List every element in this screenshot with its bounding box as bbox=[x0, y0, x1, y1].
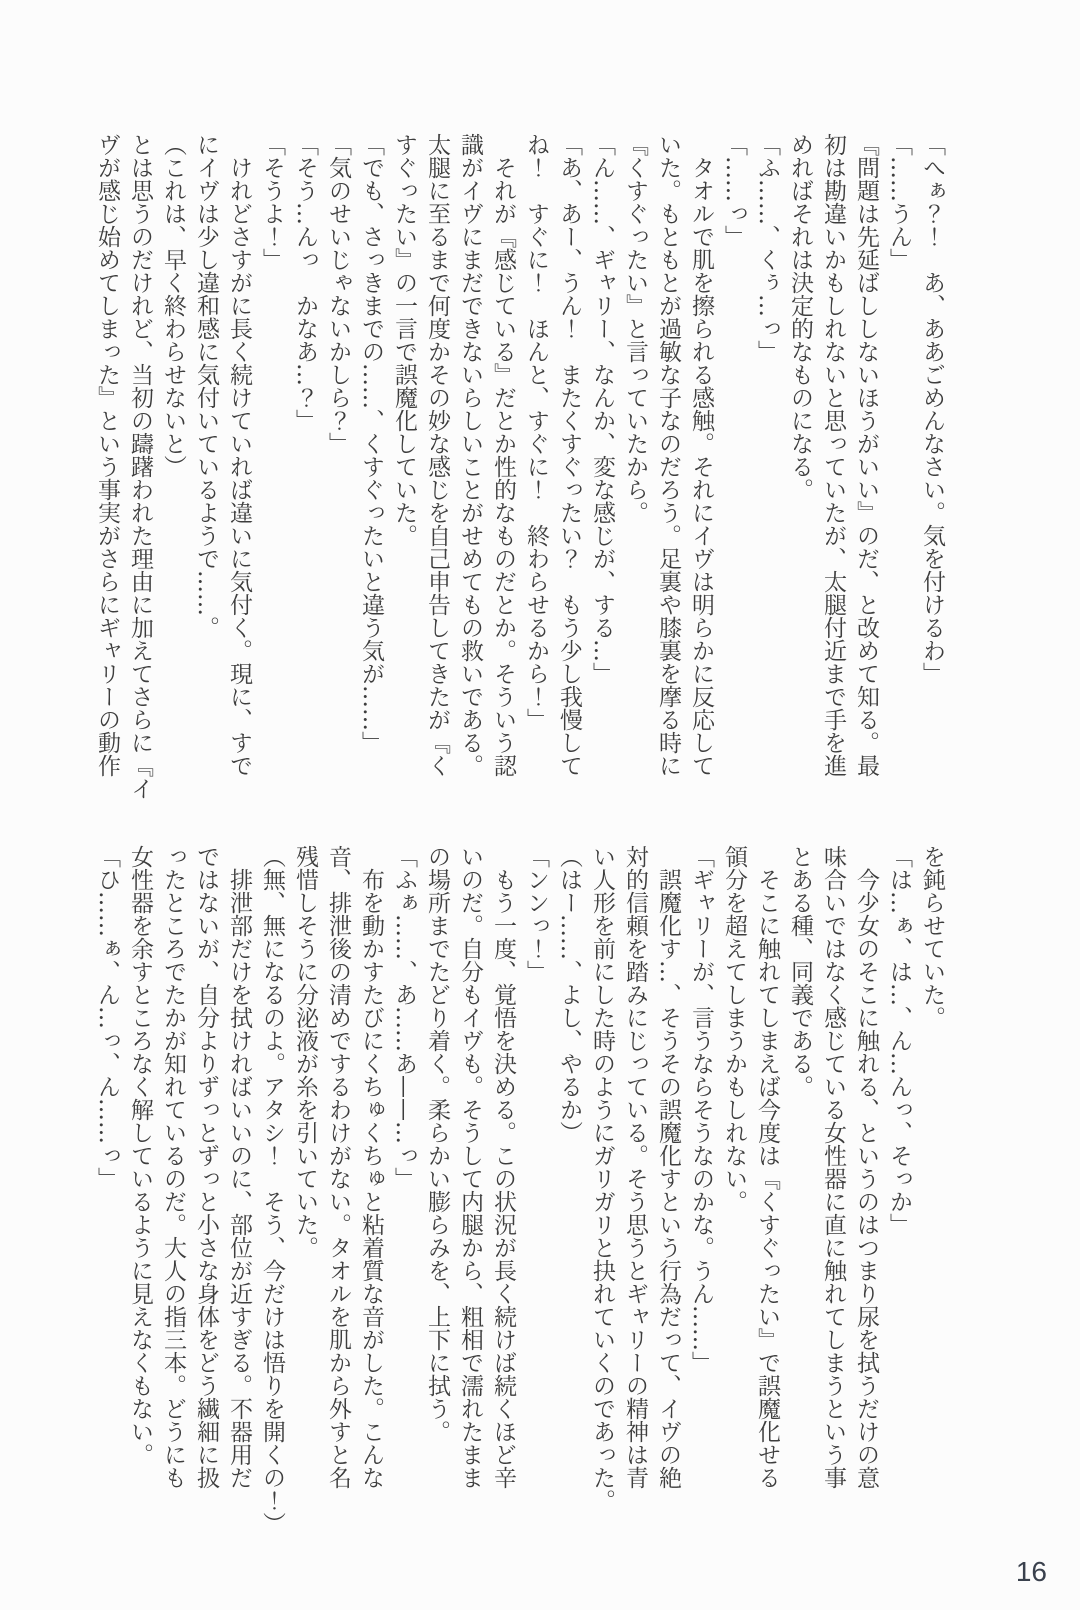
text-line: にイヴは少し違和感に気付いているようで……。 bbox=[193, 133, 219, 639]
text-line: 音、排泄後の清めでするわけがない。タオルを肌から外すと名 bbox=[325, 845, 351, 1489]
text-line: とは思うのだけれど、当初の躊躇われた理由に加えてさらに『イ bbox=[127, 133, 153, 800]
text-line: 女性器を余すところなく解しているように見えなくもない。 bbox=[127, 845, 153, 1466]
text-line: い人形を前にした時のようにガリガリと抉れていくのであった。 bbox=[589, 845, 615, 1512]
text-line: 誤魔化す…、そうその誤魔化すという行為だって、イヴの絶 bbox=[655, 868, 681, 1489]
text-line: の場所までたどり着く。柔らかい膨らみを、上下に拭う。 bbox=[424, 845, 450, 1443]
text-line: ったところでたかが知れているのだ。大人の指三本。どうにも bbox=[160, 845, 186, 1489]
text-line: 「ギャリーが、言うならそうなのかな。うん……」 bbox=[688, 845, 714, 1374]
text-line: それが『感じている』だとか性的なものだとか。そういう認 bbox=[490, 156, 516, 777]
text-line: 「は…ぁ、は…、ん…んっ、そっか」 bbox=[886, 845, 912, 1236]
text-line: （これは、早く終わらせないと） bbox=[160, 133, 186, 478]
text-line: タオルで肌を擦られる感触。それにイヴは明らかに反応して bbox=[688, 156, 714, 777]
text-line: けれどさすがに長く続けていれば違いに気付く。現に、すで bbox=[226, 156, 252, 777]
text-line: もう一度、覚悟を決める。この状況が長く続けば続くほど辛 bbox=[490, 868, 516, 1489]
text-line: 「そうよ！」 bbox=[259, 133, 285, 271]
text-line: 領分を超えてしまうかもしれない。 bbox=[721, 845, 747, 1213]
text-line: いのだ。自分もイヴも。そうして内腿から、粗相で濡れたまま bbox=[457, 845, 483, 1489]
text-line: そこに触れてしまえば今度は『くすぐったい』で誤魔化せる bbox=[754, 868, 780, 1489]
text-line: 「ん……、ギャリー、なんか、変な感じが、する…」 bbox=[589, 133, 615, 685]
text-line: 「ひ……ぁ、ん…っ、ん……っ」 bbox=[94, 845, 120, 1190]
text-line: 「ンンっ！」 bbox=[523, 845, 549, 983]
text-line: ではないが、自分よりずっとずっと小さな身体をどう繊細に扱 bbox=[193, 845, 219, 1489]
text-line: 「ふ……、くぅ…っ」 bbox=[754, 133, 780, 363]
text-line: めればそれは決定的なものになる。 bbox=[787, 133, 813, 501]
text-line: 残惜しそうに分泌液が糸を引いていた。 bbox=[292, 845, 318, 1259]
text-line: 今少女のそこに触れる、というのはつまり尿を拭うだけの意 bbox=[853, 868, 879, 1489]
text-line: 排泄部だけを拭ければいいのに、部位が近すぎる。不器用だ bbox=[226, 868, 252, 1489]
text-block-top bbox=[90, 133, 948, 800]
text-line: 「気のせいじゃないかしら？」 bbox=[325, 133, 351, 455]
text-line: 「あ、あー、うん！ またくすぐったい？ もう少し我慢して bbox=[556, 133, 582, 777]
text-line: （はー……、よし、やるか） bbox=[556, 845, 582, 1144]
text-line: 『問題は先延ばししないほうがいい』のだ、と改めて知る。最 bbox=[853, 133, 879, 777]
text-line: を鈍らせていた。 bbox=[919, 845, 945, 1029]
text-line: 太腿に至るまで何度かその妙な感じを自己申告してきたが『く bbox=[424, 133, 450, 777]
text-line: 「でも、さっきまでの……、くすぐったいと違う気が……」 bbox=[358, 133, 384, 754]
text-line: 識がイヴにまだできないらしいことがせめてもの救いである。 bbox=[457, 133, 483, 777]
text-line: 「へぁ？！ あ、ああごめんなさい。気を付けるわ」 bbox=[919, 133, 945, 685]
text-line: 『くすぐったい』と言っていたから。 bbox=[622, 133, 648, 524]
text-line: 初は勘違いかもしれないと思っていたが、太腿付近まで手を進 bbox=[820, 133, 846, 777]
page-number: 16 bbox=[1015, 1556, 1047, 1587]
text-line: 対的信頼を踏みにじっている。そう思うとギャリーの精神は青 bbox=[622, 845, 648, 1489]
text-line: ね！ すぐに！ ほんと、すぐに！ 終わらせるから！」 bbox=[523, 133, 549, 731]
text-line: ヴが感じ始めてしまった』という事実がさらにギャリーの動作 bbox=[94, 133, 120, 777]
text-line: 味合いではなく感じている女性器に直に触れてしまうという事 bbox=[820, 845, 846, 1489]
text-line: 「……うん」 bbox=[886, 133, 912, 271]
text-line: とある種、同義である。 bbox=[787, 845, 813, 1098]
text-line: 「ふぁ……、あ……あ——…っ」 bbox=[391, 845, 417, 1190]
text-line: いた。もともとが過敏な子なのだろう。足裏や膝裏を摩る時に bbox=[655, 133, 681, 777]
text-line: 「……っ」 bbox=[721, 133, 747, 248]
text-line: 布を動かすたびにくちゅくちゅと粘着質な音がした。こんな bbox=[358, 868, 384, 1489]
text-line: （無、無になるのよ。アタシ！ そう、今だけは悟りを開くの！） bbox=[259, 845, 285, 1535]
text-block-bottom bbox=[90, 845, 948, 1535]
text-line: 「そう…んっ かなあ…？」 bbox=[292, 133, 318, 432]
text-line: すぐったい』の一言で誤魔化していた。 bbox=[391, 133, 417, 547]
